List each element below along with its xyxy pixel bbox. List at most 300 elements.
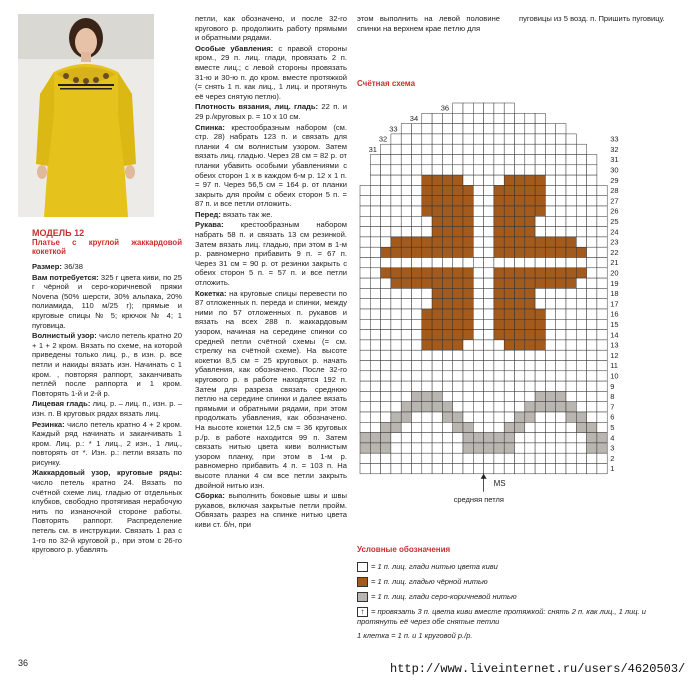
chart-cell	[566, 216, 576, 226]
chart-cell	[422, 288, 432, 298]
chart-cell	[597, 433, 607, 443]
chart-cell	[535, 155, 545, 165]
chart-cell	[576, 422, 586, 432]
chart-cell	[576, 185, 586, 195]
chart-cell	[432, 443, 442, 453]
chart-cell	[587, 258, 597, 268]
chart-cell	[473, 227, 483, 237]
row-number: 28	[610, 186, 619, 196]
legend-item-grey-brown	[357, 592, 517, 602]
source-url: http://www.liveinternet.ru/users/4620503/	[390, 662, 686, 676]
chart-cell	[432, 371, 442, 381]
chart-cell	[556, 165, 566, 175]
chart-cell	[401, 144, 411, 154]
chart-cell	[525, 412, 535, 422]
chart-cell	[597, 247, 607, 257]
chart-cell	[370, 391, 380, 401]
chart-cell	[381, 247, 391, 257]
chart-cell	[545, 268, 555, 278]
chart-cell	[370, 433, 380, 443]
chart-cell	[515, 443, 525, 453]
chart-cell	[463, 185, 473, 195]
chart-cell	[515, 422, 525, 432]
chart-cell	[412, 237, 422, 247]
chart-cell	[545, 258, 555, 268]
chart-cell	[360, 371, 370, 381]
chart-cell	[535, 268, 545, 278]
ms-label: MS	[493, 478, 506, 488]
legend-text: = провязать 3 п. цвета киви вместе протяжкой: снять 2 п. как лиц., 1 лиц. и протянуть её через обе снятые петли	[357, 607, 646, 627]
chart-cell	[515, 175, 525, 185]
chart-cell	[401, 175, 411, 185]
chart-cell	[587, 340, 597, 350]
chart-cell	[453, 371, 463, 381]
chart-cell	[587, 433, 597, 443]
row-number: 1	[610, 464, 615, 474]
chart-cell	[432, 288, 442, 298]
model-subtitle: Платье с круглой жаккардовой кокеткой	[32, 238, 182, 256]
chart-cell	[597, 330, 607, 340]
chart-cell	[494, 371, 504, 381]
chart-cell	[463, 237, 473, 247]
chart-cell	[391, 371, 401, 381]
chart-cell	[484, 381, 494, 391]
legend-note: 1 клетка = 1 п. и 1 круговой р./р.	[357, 631, 473, 640]
chart-cell	[556, 340, 566, 350]
chart-cell	[515, 196, 525, 206]
chart-cell	[422, 185, 432, 195]
chart-cell	[453, 113, 463, 123]
chart-cell	[473, 247, 483, 257]
row-number: 33	[389, 124, 398, 134]
chart-cell	[576, 350, 586, 360]
chart-cell	[535, 113, 545, 123]
chart-cell	[412, 402, 422, 412]
chart-cell	[463, 278, 473, 288]
row-number: 5	[610, 423, 615, 433]
chart-cell	[391, 185, 401, 195]
chart-cell	[504, 299, 514, 309]
chart-cell	[381, 391, 391, 401]
chart-cell	[504, 165, 514, 175]
chart-cell	[412, 340, 422, 350]
chart-cell	[535, 330, 545, 340]
chart-cell	[360, 299, 370, 309]
chart-cell	[412, 299, 422, 309]
chart-cell	[473, 402, 483, 412]
chart-cell	[370, 216, 380, 226]
chart-cell	[515, 361, 525, 371]
chart-cell	[484, 433, 494, 443]
chart-cell	[453, 237, 463, 247]
chart-cell	[597, 350, 607, 360]
chart-cell	[422, 340, 432, 350]
chart-cell	[463, 464, 473, 474]
row-number: 31	[368, 144, 377, 154]
chart-cell	[432, 319, 442, 329]
chart-cell	[401, 278, 411, 288]
chart-cell	[525, 113, 535, 123]
chart-cell	[576, 299, 586, 309]
chart-cell	[401, 258, 411, 268]
chart-cell	[370, 165, 380, 175]
chart-cell	[515, 402, 525, 412]
chart-cell	[504, 227, 514, 237]
chart-cell	[556, 175, 566, 185]
chart-cell	[484, 165, 494, 175]
chart-cell	[381, 278, 391, 288]
chart-cell	[370, 227, 380, 237]
paragraph	[32, 331, 182, 398]
chart-cell	[494, 196, 504, 206]
chart-cell	[381, 433, 391, 443]
schema-title: Счётная схема	[357, 79, 416, 88]
chart-cell	[535, 391, 545, 401]
chart-cell	[401, 319, 411, 329]
chart-cell	[401, 237, 411, 247]
chart-cell	[587, 247, 597, 257]
chart-cell	[556, 278, 566, 288]
chart-cell	[587, 412, 597, 422]
row-number: 29	[610, 175, 619, 185]
chart-cell	[432, 422, 442, 432]
legend-text: = 1 п. лиц. глади серо-коричневой нитью	[371, 592, 517, 601]
kiwi-swatch	[357, 562, 368, 572]
chart-cell	[494, 113, 504, 123]
chart-cell	[504, 453, 514, 463]
chart-cell	[401, 299, 411, 309]
chart-cell	[370, 247, 380, 257]
chart-cell	[432, 361, 442, 371]
chart-cell	[504, 103, 514, 113]
chart-cell	[484, 361, 494, 371]
chart-cell	[494, 391, 504, 401]
chart-cell	[473, 103, 483, 113]
knitting-chart	[340, 93, 640, 504]
chart-cell	[391, 268, 401, 278]
chart-cell	[515, 330, 525, 340]
chart-cell	[535, 453, 545, 463]
chart-cell	[484, 258, 494, 268]
chart-cell	[535, 206, 545, 216]
chart-cell	[504, 288, 514, 298]
chart-cell	[515, 464, 525, 474]
chart-cell	[576, 412, 586, 422]
chart-cell	[504, 206, 514, 216]
paragraph-text: число петель кратно 4 + 2 кром. Каждый ряд начинать и заканчивать 1 кром. Лиц. р.: * 1 лиц., 2 изн., 1 лиц., повторять от *. Изн. р.: петли вязать по рисунку.	[32, 419, 182, 467]
chart-cell	[504, 134, 514, 144]
chart-cell	[525, 381, 535, 391]
chart-cell	[381, 258, 391, 268]
chart-cell	[453, 330, 463, 340]
chart-cell	[432, 134, 442, 144]
chart-cell	[576, 433, 586, 443]
chart-cell	[484, 206, 494, 216]
chart-cell	[453, 443, 463, 453]
chart-cell	[566, 319, 576, 329]
chart-cell	[442, 381, 452, 391]
chart-cell	[422, 227, 432, 237]
chart-cell	[391, 299, 401, 309]
paragraph	[32, 468, 182, 554]
chart-cell	[504, 113, 514, 123]
chart-cell	[412, 196, 422, 206]
row-number: 33	[610, 134, 619, 144]
chart-cell	[422, 206, 432, 216]
chart-cell	[412, 278, 422, 288]
chart-cell	[525, 422, 535, 432]
chart-cell	[504, 124, 514, 134]
chart-cell	[525, 247, 535, 257]
chart-cell	[597, 227, 607, 237]
chart-cell	[535, 288, 545, 298]
chart-cell	[504, 319, 514, 329]
legend-item-kiwi	[357, 562, 498, 572]
chart-cell	[597, 340, 607, 350]
chart-cell	[412, 227, 422, 237]
legend-text: = 1 п. лиц. гладью чёрной нитью	[371, 577, 488, 586]
chart-cell	[515, 227, 525, 237]
chart-cell	[453, 278, 463, 288]
legend-text: = 1 п. лиц. глади нитью цвета киви	[371, 562, 498, 571]
chart-cell	[587, 443, 597, 453]
chart-cell	[566, 144, 576, 154]
chart-cell	[556, 258, 566, 268]
chart-cell	[545, 185, 555, 195]
chart-cell	[401, 391, 411, 401]
chart-cell	[484, 185, 494, 195]
chart-cell	[422, 134, 432, 144]
chart-cell	[515, 134, 525, 144]
chart-cell	[442, 278, 452, 288]
chart-cell	[515, 237, 525, 247]
chart-cell	[412, 361, 422, 371]
chart-cell	[442, 288, 452, 298]
chart-cell	[556, 237, 566, 247]
chart-cell	[381, 288, 391, 298]
chart-cell	[381, 237, 391, 247]
chart-cell	[463, 319, 473, 329]
chart-cell	[453, 340, 463, 350]
chart-cell	[597, 361, 607, 371]
chart-cell	[545, 134, 555, 144]
chart-cell	[504, 433, 514, 443]
chart-cell	[494, 155, 504, 165]
chart-cell	[587, 464, 597, 474]
paragraph-text: петли, как обозначено, и после 32-го кругового р. продолжить работу прямыми и обратными рядами.	[195, 14, 347, 43]
chart-cell	[597, 258, 607, 268]
chart-cell	[412, 422, 422, 432]
chart-cell	[381, 340, 391, 350]
chart-cell	[587, 309, 597, 319]
chart-cell	[453, 175, 463, 185]
chart-cell	[494, 340, 504, 350]
chart-cell	[535, 402, 545, 412]
chart-cell	[432, 268, 442, 278]
paragraph-text: 22 п. и 29 р./круговых р. = 10 х 10 см.	[195, 102, 347, 121]
chart-cell	[453, 299, 463, 309]
chart-cell	[453, 227, 463, 237]
chart-cell	[463, 206, 473, 216]
row-number: 16	[610, 309, 619, 319]
chart-cell	[381, 464, 391, 474]
chart-cell	[545, 319, 555, 329]
chart-cell	[473, 134, 483, 144]
chart-cell	[370, 361, 380, 371]
chart-cell	[401, 227, 411, 237]
chart-cell	[473, 319, 483, 329]
chart-cell	[576, 402, 586, 412]
chart-cell	[494, 361, 504, 371]
chart-cell	[463, 299, 473, 309]
chart-cell	[422, 443, 432, 453]
chart-cell	[587, 381, 597, 391]
chart-cell	[391, 237, 401, 247]
chart-cell	[432, 144, 442, 154]
chart-cell	[535, 278, 545, 288]
chart-cell	[453, 391, 463, 401]
chart-cell	[587, 196, 597, 206]
chart-cell	[525, 155, 535, 165]
chart-cell	[422, 124, 432, 134]
chart-cell	[453, 124, 463, 134]
row-number: 23	[610, 237, 619, 247]
chart-cell	[432, 185, 442, 195]
chart-cell	[484, 443, 494, 453]
chart-cell	[597, 237, 607, 247]
chart-cell	[453, 103, 463, 113]
chart-cell	[401, 268, 411, 278]
row-number: 22	[610, 247, 619, 257]
chart-cell	[556, 288, 566, 298]
chart-cell	[422, 216, 432, 226]
chart-cell	[484, 175, 494, 185]
chart-cell	[473, 165, 483, 175]
chart-cell	[381, 206, 391, 216]
row-number: 32	[378, 134, 388, 144]
chart-cell	[401, 443, 411, 453]
chart-cell	[545, 350, 555, 360]
chart-cell	[556, 381, 566, 391]
chart-cell	[504, 422, 514, 432]
chart-cell	[576, 391, 586, 401]
chart-cell	[370, 464, 380, 474]
chart-cell	[556, 391, 566, 401]
chart-cell	[597, 216, 607, 226]
chart-cell	[484, 288, 494, 298]
chart-cell	[484, 309, 494, 319]
chart-cell	[504, 185, 514, 195]
chart-cell	[453, 216, 463, 226]
chart-cell	[422, 196, 432, 206]
chart-cell	[566, 309, 576, 319]
chart-cell	[360, 268, 370, 278]
chart-cell	[525, 443, 535, 453]
chart-cell	[515, 144, 525, 154]
chart-cell	[576, 165, 586, 175]
chart-cell	[370, 155, 380, 165]
chart-cell	[370, 278, 380, 288]
chart-cell	[484, 350, 494, 360]
chart-cell	[525, 340, 535, 350]
chart-cell	[463, 288, 473, 298]
chart-cell	[494, 216, 504, 226]
chart-cell	[391, 258, 401, 268]
chart-cell	[576, 319, 586, 329]
chart-cell	[381, 361, 391, 371]
chart-cell	[422, 464, 432, 474]
instructions-column-4	[519, 14, 679, 25]
center-arrow-icon	[481, 474, 487, 479]
paragraph-text: число петель кратно 20 + 1 + 2 кром. Вязать по схеме, на которой приведены только лиц. р., в изн. р. все петли и накиды вязать изн. Начинать с 1 кром. , повторяя раппорт, заканчивать петлёй после раппорта и 1 кром. Повторять 1-й и 2-й р.	[32, 331, 182, 398]
chart-cell	[556, 412, 566, 422]
chart-cell	[453, 258, 463, 268]
chart-cell	[525, 433, 535, 443]
chart-cell	[360, 453, 370, 463]
chart-cell	[442, 433, 452, 443]
chart-cell	[463, 453, 473, 463]
chart-cell	[463, 258, 473, 268]
chart-cell	[463, 196, 473, 206]
chart-cell	[473, 237, 483, 247]
chart-cell	[442, 309, 452, 319]
chart-cell	[566, 371, 576, 381]
chart-cell	[473, 361, 483, 371]
chart-cell	[587, 453, 597, 463]
chart-cell	[473, 422, 483, 432]
chart-cell	[545, 433, 555, 443]
chart-cell	[391, 175, 401, 185]
chart-cell	[391, 453, 401, 463]
chart-cell	[432, 216, 442, 226]
chart-cell	[432, 258, 442, 268]
chart-cell	[525, 453, 535, 463]
instructions-column-2	[195, 14, 347, 530]
chart-cell	[422, 237, 432, 247]
chart-cell	[360, 381, 370, 391]
chart-cell	[442, 443, 452, 453]
chart-cell	[535, 443, 545, 453]
chart-cell	[412, 330, 422, 340]
chart-cell	[504, 247, 514, 257]
chart-cell	[504, 350, 514, 360]
chart-cell	[463, 268, 473, 278]
chart-cell	[422, 258, 432, 268]
chart-cell	[422, 278, 432, 288]
row-number: 30	[610, 165, 619, 175]
row-number: 21	[610, 258, 619, 268]
chart-cell	[401, 453, 411, 463]
chart-cell	[535, 319, 545, 329]
chart-cell	[453, 185, 463, 195]
chart-cell	[515, 268, 525, 278]
paragraph	[195, 102, 347, 121]
chart-cell	[432, 278, 442, 288]
chart-cell	[535, 185, 545, 195]
chart-cell	[566, 433, 576, 443]
chart-cell	[381, 185, 391, 195]
paragraph-text: крестообразным набором (см. стр. 28) набрать 123 п. и связать для планки 4 см волнистым узором. Затем вязать лиц. гладью. Через 28 см = 82 р. от планки убавить особыми убавлениями с обеих сторон 1 х в каждом 6-м р. 12 х 1 п. = 97 п. Через 56,5 см = 164 р. от планки закрыть для пройм с обеих сторон 5 п. = 87 п. и все петли отложить.	[195, 122, 347, 209]
chart-cell	[535, 258, 545, 268]
chart-cell	[494, 422, 504, 432]
chart-cell	[494, 124, 504, 134]
chart-cell	[556, 319, 566, 329]
chart-cell	[545, 196, 555, 206]
chart-cell	[473, 258, 483, 268]
chart-cell	[422, 371, 432, 381]
chart-cell	[412, 124, 422, 134]
chart-cell	[473, 381, 483, 391]
